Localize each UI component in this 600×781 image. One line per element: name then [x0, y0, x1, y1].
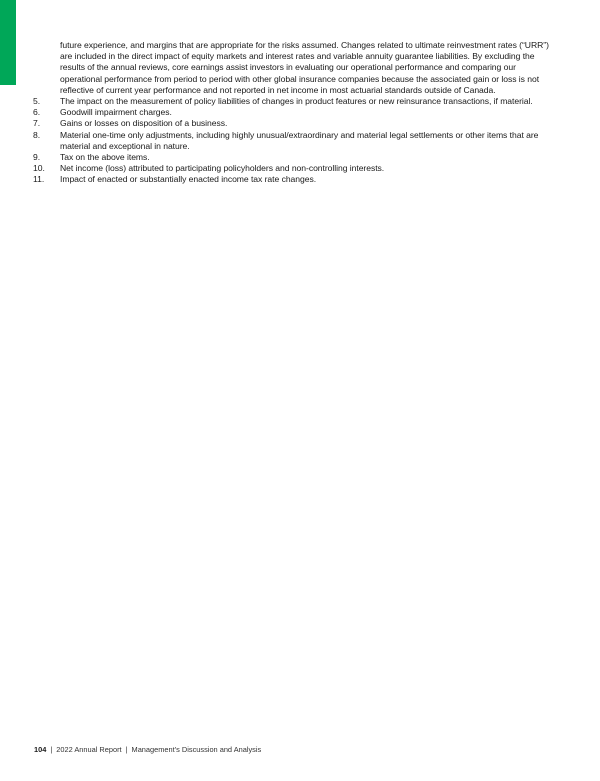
- note-text: Impact of enacted or substantially enacted income tax rate changes.: [60, 174, 317, 185]
- page-number: 104: [34, 745, 47, 754]
- note-text: Goodwill impairment charges.: [60, 107, 172, 118]
- document-body: [33, 40, 553, 186]
- footer-separator: |: [125, 745, 128, 754]
- note-number: 5.: [33, 96, 41, 107]
- footer-separator: |: [50, 745, 53, 754]
- note-item: [33, 152, 553, 163]
- continuation-paragraph: future experience, and margins that are appropriate for the risks assumed. Changes related to ultimate reinvestment rates (“URR”) are included in the direct impact of equity markets and interest rates and variable annuity guarantee liabilities. By excluding the results of the annual reviews, core earnings assist investors in evaluating our operational performance and comparing our operational performance from period to period with other global insurance companies because the associated gain or loss is not reflective of current year performance and not reported in net income in most actuarial standards outside of Canada.: [60, 40, 549, 95]
- section-title: Management’s Discussion and Analysis: [131, 745, 262, 754]
- note-text: Material one-time only adjustments, including highly unusual/extraordinary and material legal settlements or other items that are material and exceptional in nature.: [60, 129, 539, 151]
- note-number: 7.: [33, 118, 41, 129]
- report-title: 2022 Annual Report: [56, 745, 122, 754]
- notes-list: [33, 96, 553, 186]
- note-number: 6.: [33, 107, 41, 118]
- note-number: 9.: [33, 152, 41, 163]
- note-number: 11.: [33, 174, 45, 185]
- note-text: Tax on the above items.: [60, 152, 150, 163]
- note-item: [33, 174, 553, 185]
- section-accent-bar: [0, 0, 16, 85]
- note-item: [33, 118, 553, 129]
- page-footer: [34, 745, 261, 755]
- note-text: The impact on the measurement of policy liabilities of changes in product features or new reinsurance transactions, if material.: [60, 96, 533, 107]
- note-text: Net income (loss) attributed to participating policyholders and non-controlling interests.: [60, 163, 385, 174]
- note-number: 8.: [33, 129, 41, 140]
- note-item: [33, 96, 553, 107]
- note-item: [33, 130, 553, 152]
- note-item: [33, 163, 553, 174]
- note-number: 10.: [33, 163, 45, 174]
- note-item: [33, 107, 553, 118]
- note-text: Gains or losses on disposition of a business.: [60, 118, 228, 129]
